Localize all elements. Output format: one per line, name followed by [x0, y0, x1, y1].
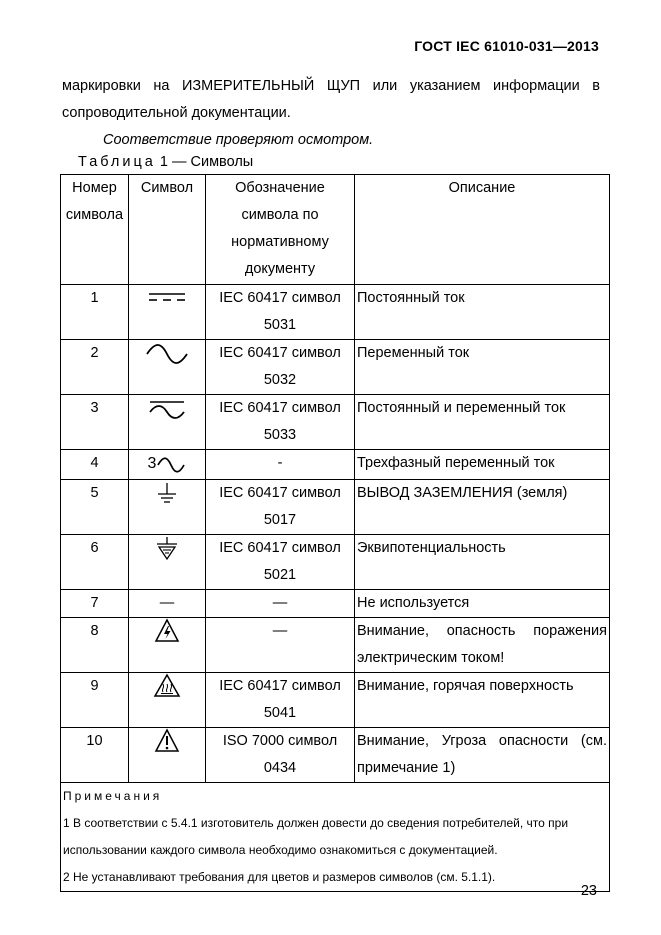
paragraph-line-1: маркировки на ИЗМЕРИТЕЛЬНЫЙ ЩУП или указанием информации в	[62, 78, 600, 94]
symbol-description: Не используется	[355, 590, 610, 618]
notes-title: Примечания	[63, 789, 163, 803]
header-symbol: Символ	[129, 175, 206, 285]
symbol-reference: IEC 60417 символ 5031	[206, 285, 355, 340]
symbol-cell	[129, 535, 206, 590]
symbol-cell	[129, 340, 206, 395]
symbol-cell	[129, 480, 206, 535]
symbol-number: 4	[61, 450, 129, 480]
conformity-statement: Соответствие проверяют осмотром.	[103, 132, 374, 148]
header-reference: Обозначение символа по нормативному документу	[206, 175, 355, 285]
symbol-number: 7	[61, 590, 129, 618]
symbol-number: 8	[61, 618, 129, 673]
symbol-cell	[129, 728, 206, 783]
symbol-cell	[129, 450, 206, 480]
symbol-reference: IEC 60417 символ 5021	[206, 535, 355, 590]
paragraph-line-2: сопроводительной документации.	[62, 105, 291, 121]
symbol-reference: IEC 60417 символ 5017	[206, 480, 355, 535]
symbol-description: Постоянный и переменный ток	[355, 395, 610, 450]
table-row	[61, 340, 610, 395]
direct-current-icon	[147, 285, 187, 312]
table-caption-word: Таблица	[78, 154, 156, 170]
symbol-cell	[129, 618, 206, 673]
table-row	[61, 728, 610, 783]
table-row	[61, 590, 610, 618]
header-description: Описание	[355, 175, 610, 285]
symbol-reference: IEC 60417 символ 5041	[206, 673, 355, 728]
symbol-cell	[129, 285, 206, 340]
symbol-number: 10	[61, 728, 129, 783]
phase-count: 3	[147, 455, 157, 472]
symbols-table	[60, 174, 610, 892]
symbol-reference: -	[206, 450, 355, 480]
symbol-reference: —	[206, 590, 355, 618]
symbol-cell	[129, 673, 206, 728]
sine-wave-icon	[156, 453, 186, 475]
symbol-description: Внимание, опасность поражения электрическим током!	[355, 618, 610, 673]
table-caption	[78, 154, 253, 170]
table-caption-title: 1 — Символы	[159, 154, 254, 170]
symbol-reference: IEC 60417 символ 5032	[206, 340, 355, 395]
symbol-number: 6	[61, 535, 129, 590]
symbol-number: 9	[61, 673, 129, 728]
symbol-number: 3	[61, 395, 129, 450]
symbol-description: Постоянный ток	[355, 285, 610, 340]
symbol-number: 5	[61, 480, 129, 535]
general-warning-icon	[154, 728, 180, 754]
table-row	[61, 450, 610, 480]
table-row	[61, 673, 610, 728]
notes-cell	[61, 783, 610, 892]
hot-surface-warning-icon	[153, 673, 181, 699]
table-header-row	[61, 175, 610, 285]
equipotential-icon	[154, 535, 180, 561]
note-1: 1 В соответствии с 5.4.1 изготовитель должен довести до сведения потребителей, что при использовании каждого символа необходимо ознакомиться с документацией.	[63, 816, 569, 857]
notes-row	[61, 783, 610, 892]
symbol-description: Внимание, горячая поверхность	[355, 673, 610, 728]
earth-ground-icon	[155, 480, 179, 506]
table-row	[61, 480, 610, 535]
symbol-cell	[129, 395, 206, 450]
document-header: ГОСТ IEC 61010-031—2013	[414, 38, 599, 54]
symbol-description: Эквипотенциальность	[355, 535, 610, 590]
electric-shock-warning-icon	[154, 618, 180, 644]
table-row	[61, 395, 610, 450]
table-row	[61, 618, 610, 673]
symbol-number: 2	[61, 340, 129, 395]
symbol-description: Внимание, Угроза опасности (см. примечание 1)	[355, 728, 610, 783]
header-number: Номер символа	[61, 175, 129, 285]
symbol-number: 1	[61, 285, 129, 340]
symbol-description: ВЫВОД ЗАЗЕМЛЕНИЯ (земля)	[355, 480, 610, 535]
ac-dc-icon	[147, 395, 187, 422]
symbol-description: Переменный ток	[355, 340, 610, 395]
page-number: 23	[580, 883, 597, 899]
note-2: 2 Не устанавливают требования для цветов и размеров символов (см. 5.1.1).	[63, 870, 496, 884]
symbol-reference: ISO 7000 символ 0434	[206, 728, 355, 783]
symbol-description: Трехфазный переменный ток	[355, 450, 610, 480]
alternating-current-icon	[145, 340, 189, 367]
symbol-reference: —	[206, 618, 355, 673]
three-phase-icon	[148, 450, 187, 477]
table-row	[61, 285, 610, 340]
symbol-reference: IEC 60417 символ 5033	[206, 395, 355, 450]
table-row	[61, 535, 610, 590]
symbol-placeholder: —	[129, 590, 206, 618]
